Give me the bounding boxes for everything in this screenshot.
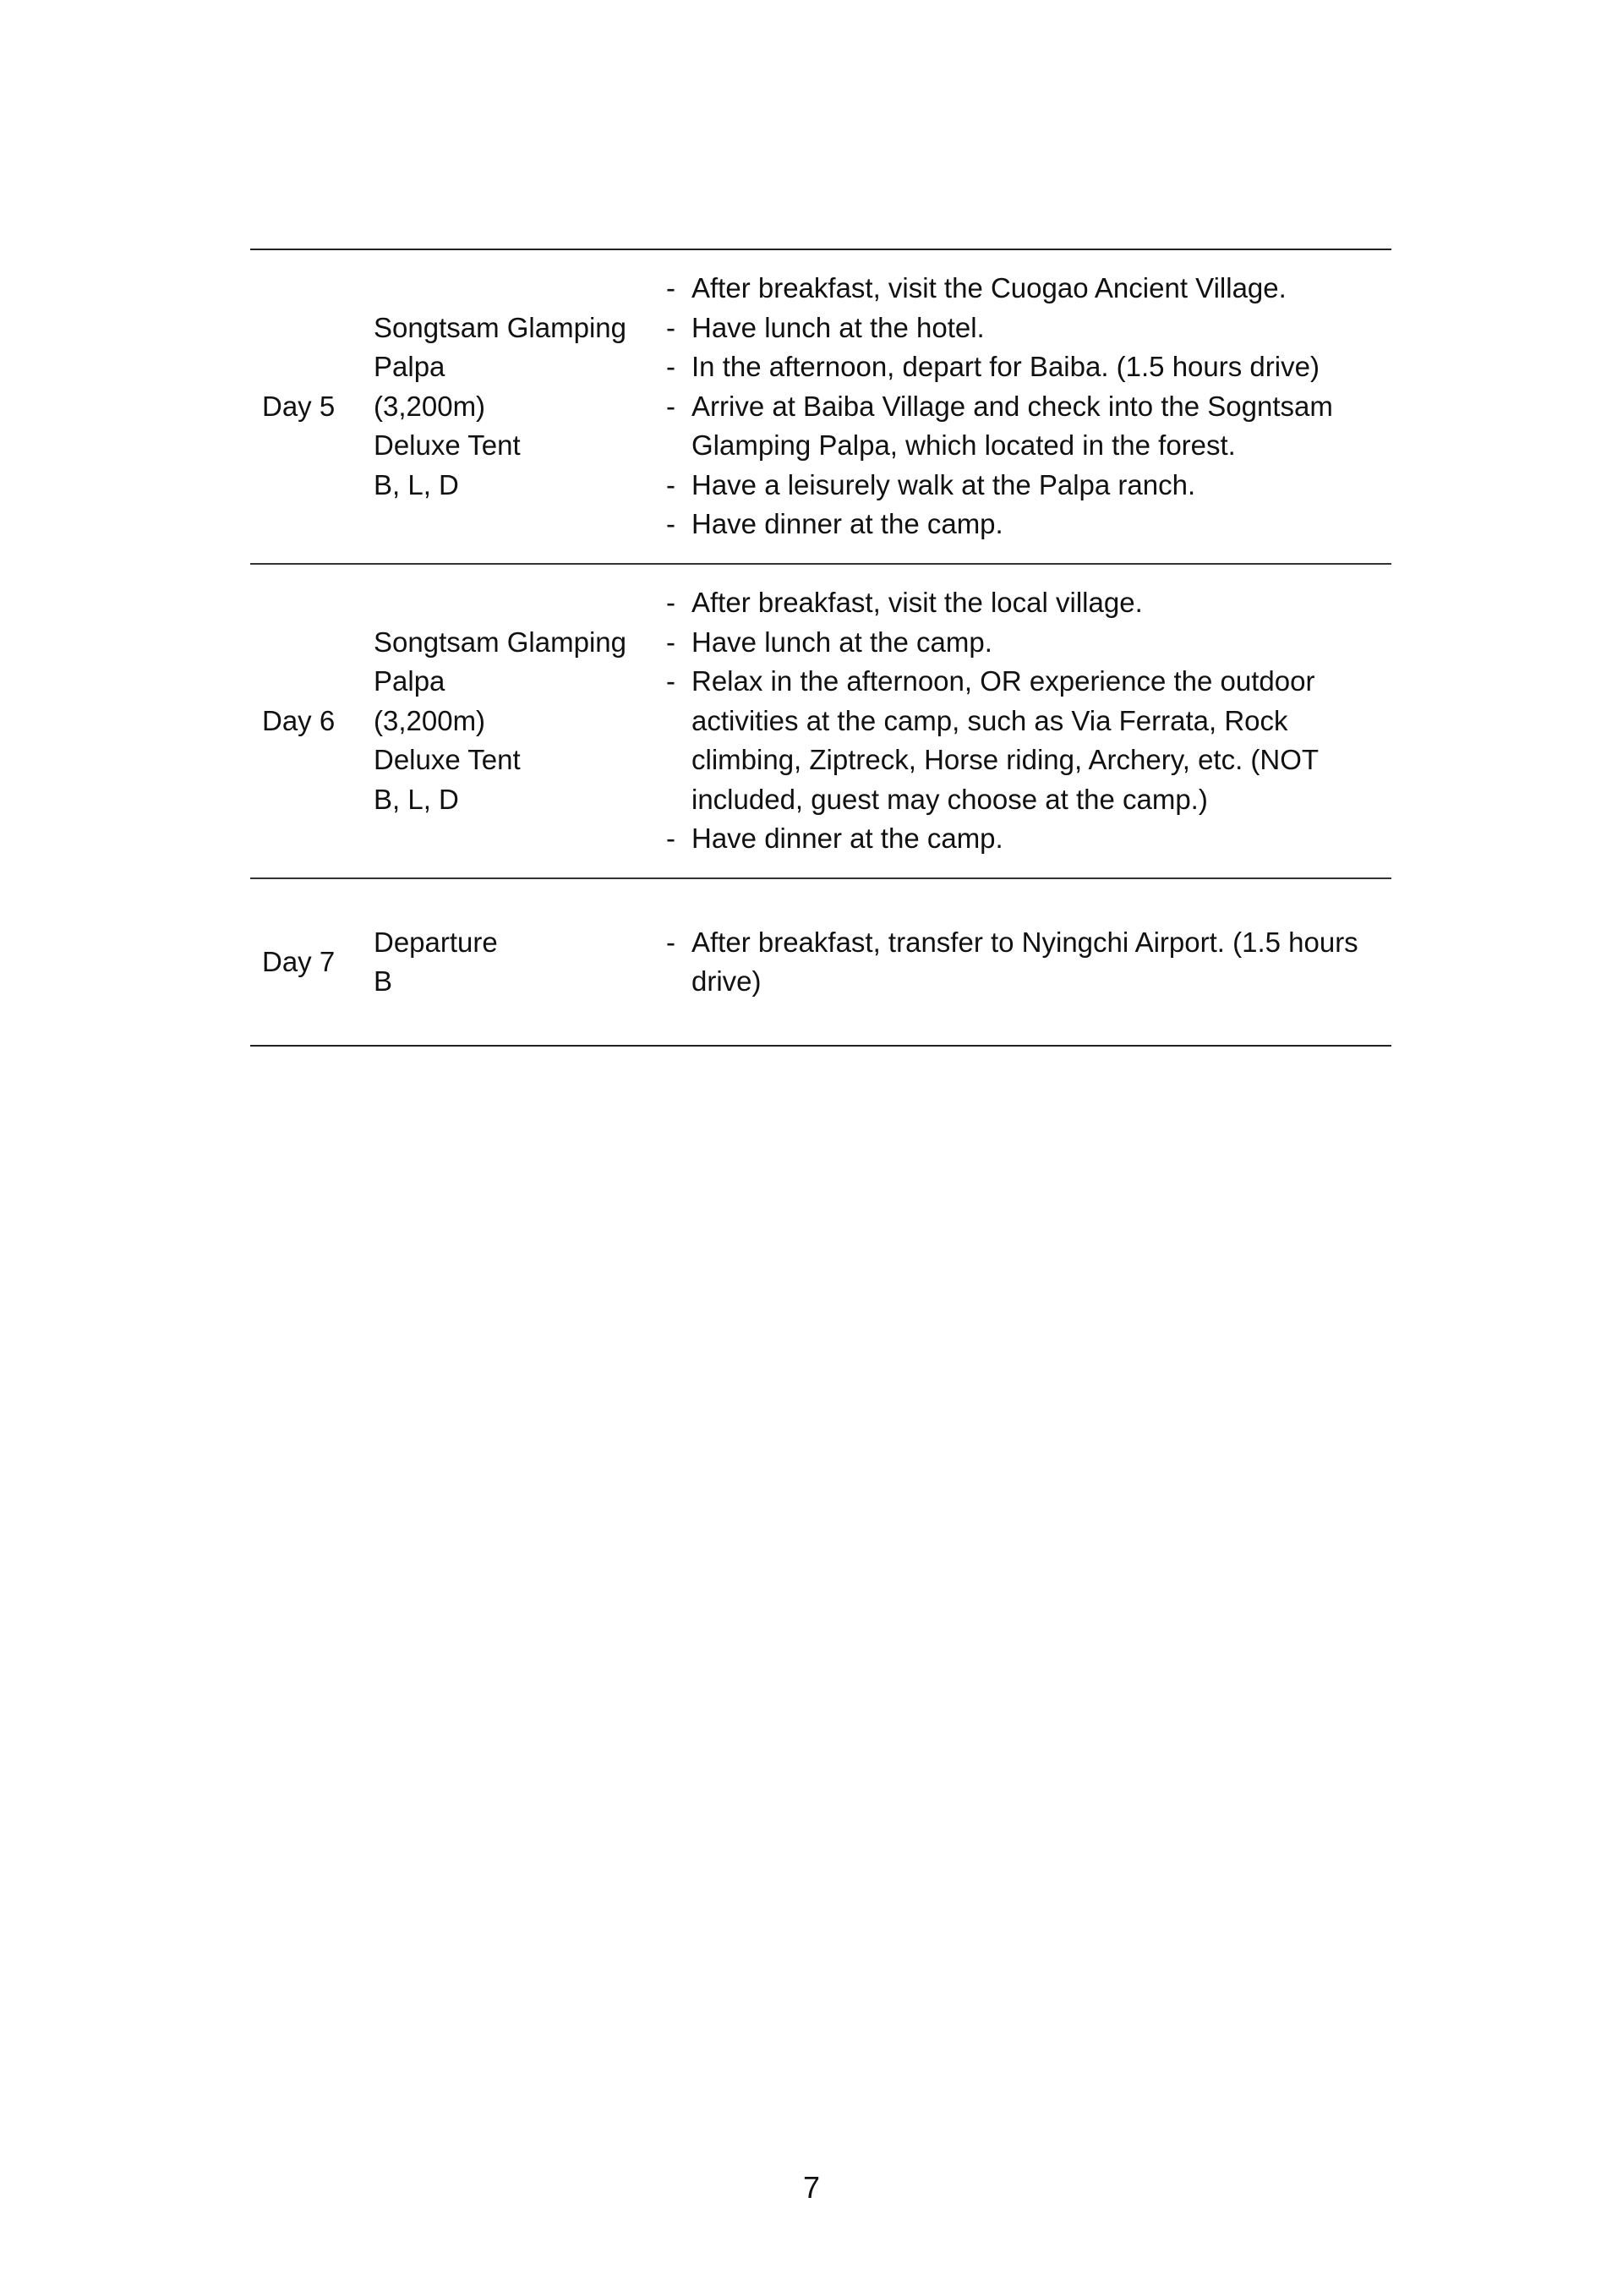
activity-item: - Relax in the afternoon, OR experience the outdoor activities at the camp, such as Via Ferrata, Rock climbing, Ziptreck, Horse riding, Archery, etc. (NOT included, guest may choose at the camp.) [661, 662, 1391, 819]
accommodation-line: (3,200m) [374, 704, 486, 736]
activity-item: - Have lunch at the hotel. [661, 309, 1391, 348]
accommodation-cell [374, 923, 661, 1002]
activity-list [661, 923, 1391, 1002]
accommodation-line: Palpa [374, 665, 445, 697]
accommodation-cell [374, 309, 661, 506]
itinerary-row-day-5 [250, 250, 1391, 565]
activity-item: - After breakfast, transfer to Nyingchi Airport. (1.5 hours drive) [661, 923, 1391, 1002]
accommodation-line: Songtsam Glamping [374, 311, 626, 343]
accommodation-line: (3,200m) [374, 390, 486, 422]
page-number: 7 [802, 2170, 821, 2205]
day-label: Day 7 [262, 945, 336, 977]
accommodation-line: Deluxe Tent [374, 744, 521, 776]
activity-item: - After breakfast, visit the local village. [661, 583, 1391, 623]
accommodation-line: Departure [374, 926, 498, 958]
activity-item: - Arrive at Baiba Village and check into the Sogntsam Glamping Palpa, which located in the forest. [661, 387, 1391, 466]
activity-list [661, 269, 1391, 544]
accommodation-line: B [374, 965, 393, 997]
activity-item: - After breakfast, visit the Cuogao Ancient Village. [661, 269, 1391, 309]
accommodation-line: B, L, D [374, 783, 459, 815]
activity-item: - In the afternoon, depart for Baiba. (1.5 hours drive) [661, 347, 1391, 387]
activity-item: - Have dinner at the camp. [661, 819, 1391, 859]
accommodation-line: B, L, D [374, 468, 459, 500]
accommodation-line: Palpa [374, 351, 445, 383]
day-label: Day 6 [262, 704, 336, 736]
accommodation-cell [374, 623, 661, 820]
activity-item: - Have dinner at the camp. [661, 505, 1391, 544]
itinerary-table [250, 249, 1391, 1047]
day-label: Day 5 [262, 390, 336, 422]
accommodation-line: Songtsam Glamping [374, 626, 626, 658]
itinerary-row-day-7 [250, 879, 1391, 1047]
activity-item: - Have a leisurely walk at the Palpa ranch. [661, 466, 1391, 506]
activity-item: - Have lunch at the camp. [661, 623, 1391, 663]
itinerary-row-day-6 [250, 565, 1391, 879]
accommodation-line: Deluxe Tent [374, 429, 521, 462]
activity-list [661, 583, 1391, 859]
